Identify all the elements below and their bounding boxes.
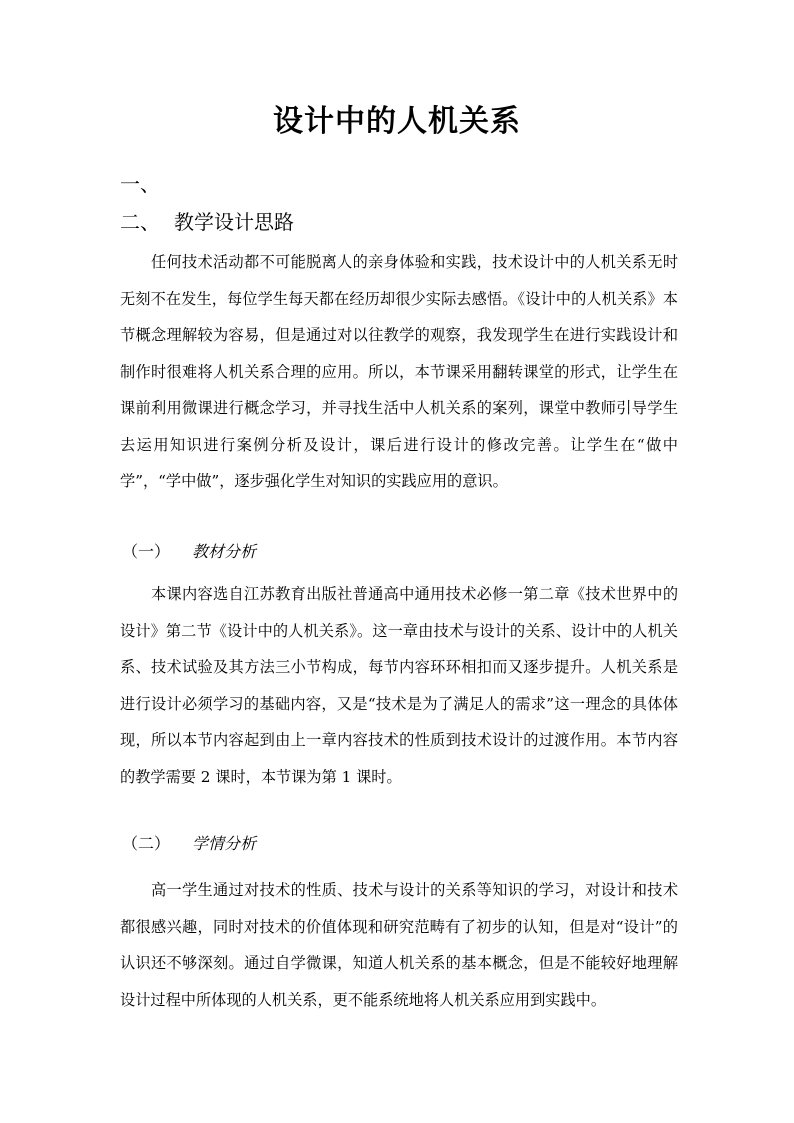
paragraph-textbook-analysis: 本课内容选自江苏教育出版社普通高中通用技术必修一第二章《技术世界中的设计》第二节《设计中的人机关系》。这一章由技术与设计的关系、设计中的人机关系、技术试验及其方法三小节构成，每节内容环环相扣而又逐步提升。人机关系是进行设计必须学习的基础内容，又是“技术是为了满足人的需求”这一理念的具体体现，所以本节内容起到由上一章内容技术的性质到技术设计的过渡作用。本节内容的教学需要 2 课时，本节课为第 1 课时。	[120, 585, 678, 786]
subheading-number: （一）	[122, 542, 171, 561]
paragraph-student-analysis: 高一学生通过对技术的性质、技术与设计的关系等知识的学习，对设计和技术都很感兴趣，同时对技术的价值体现和研究范畴有了初步的认知，但是对“设计”的认识还不够深刻。通过自学微课，知道人机关系的基本概念，但是不能较好地理解设计过程中所体现的人机关系，更不能系统地将人机关系应用到实践中。	[120, 881, 678, 1009]
subheading-textbook-analysis	[122, 540, 256, 564]
subheading-student-analysis	[122, 832, 256, 856]
subheading-number: （二）	[122, 834, 171, 853]
heading-number: 二、	[120, 210, 160, 234]
subheading-text: 学情分析	[192, 834, 257, 853]
heading-one: 一、	[120, 172, 160, 196]
heading-teaching-design	[120, 208, 294, 236]
subheading-text: 教材分析	[192, 542, 257, 561]
heading-text: 教学设计思路	[174, 210, 294, 234]
document-title: 设计中的人机关系	[273, 104, 521, 139]
paragraph-design-idea: 任何技术活动都不可能脱离人的亲身体验和实践，技术设计中的人机关系无时无刻不在发生，每位学生每天都在经历却很少实际去感悟。《设计中的人机关系》本节概念理解较为容易，但是通过对以往教学的观察，我发现学生在进行实践设计和制作时很难将人机关系合理的应用。所以，本节课采用翻转课堂的形式，让学生在课前利用微课进行概念学习，并寻找生活中人机关系的案列，课堂中教师引导学生去运用知识进行案例分析及设计，课后进行设计的修改完善。让学生在“做中学”，“学中做”，逐步强化学生对知识的实践应用的意识。	[120, 253, 678, 490]
